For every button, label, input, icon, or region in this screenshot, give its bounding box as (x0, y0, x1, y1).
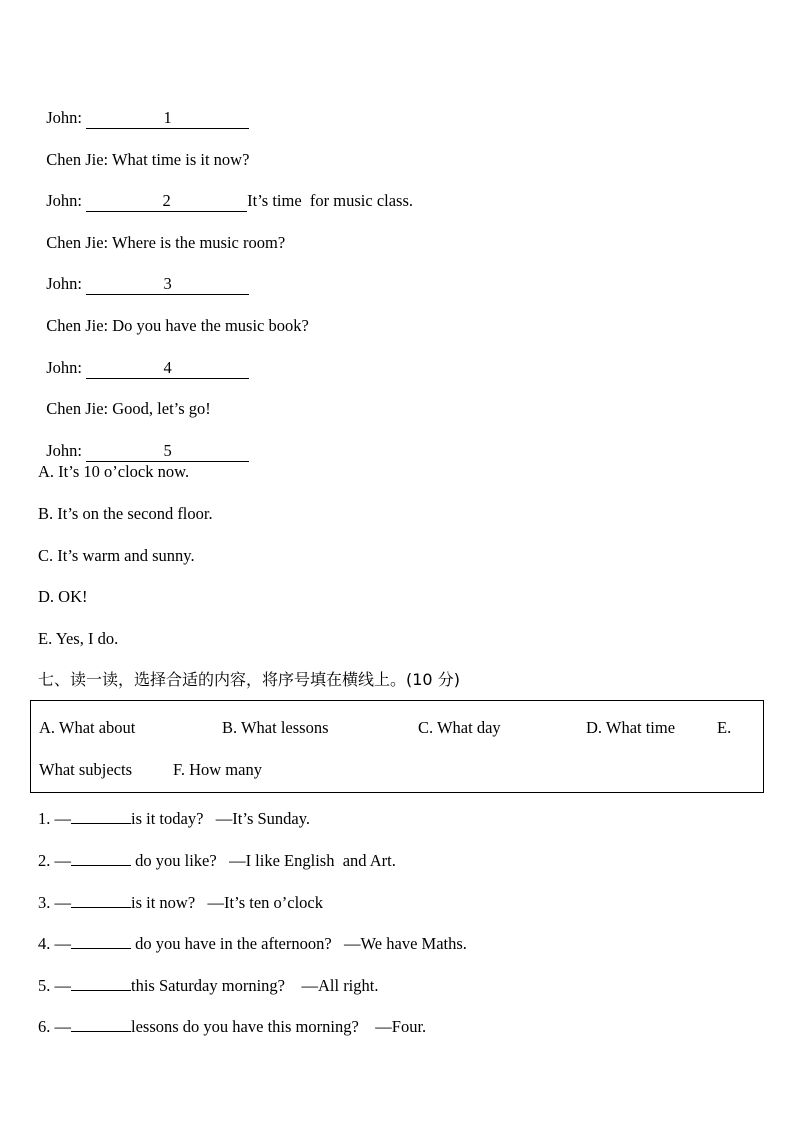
speaker-label: John: (46, 191, 83, 210)
answer-blank-1[interactable] (86, 108, 249, 129)
option-e-text: What subjects (39, 760, 133, 779)
answer-choice-a: A. It’s 10 o’clock now. (38, 462, 190, 481)
speaker-label: John: (46, 358, 83, 377)
question-number: 4. — (38, 934, 71, 953)
question-number: 2. — (38, 851, 71, 870)
dialogue-line-6 (38, 296, 309, 336)
answer-blank-5[interactable] (86, 441, 249, 462)
dialogue-line-2 (38, 130, 249, 170)
answer-choice-b: B. It’s on the second floor. (38, 504, 213, 523)
answer-blank-3[interactable] (86, 274, 249, 295)
blank-number: 3 (163, 274, 172, 293)
speaker-label: Chen Jie: (46, 150, 109, 169)
option-a: A. What about (39, 718, 136, 737)
blank-number: 1 (163, 108, 172, 127)
dialogue-line-7 (38, 338, 249, 379)
question-3 (38, 891, 323, 913)
answer-blank-2[interactable] (86, 191, 247, 212)
question-6 (38, 1015, 426, 1037)
question-blank[interactable] (71, 891, 131, 908)
dialogue-line-5 (38, 254, 249, 295)
speaker-label: John: (46, 108, 83, 127)
answer-choice-e: E. Yes, I do. (38, 629, 119, 648)
question-1 (38, 807, 310, 829)
question-blank[interactable] (71, 932, 131, 949)
question-2 (38, 849, 396, 871)
question-4 (38, 932, 467, 954)
speaker-label: Chen Jie: (46, 399, 109, 418)
question-blank[interactable] (71, 807, 131, 824)
question-text: lessons do you have this morning? —Four. (131, 1017, 427, 1036)
dialogue-line-9 (38, 421, 249, 462)
dialogue-line-8 (38, 379, 211, 419)
blank-number: 5 (163, 441, 172, 460)
option-e-letter: E. (717, 718, 732, 737)
answer-blank-4[interactable] (86, 358, 249, 379)
option-c: C. What day (418, 718, 501, 737)
speaker-label: John: (46, 274, 83, 293)
question-5 (38, 974, 378, 996)
option-d: D. What time (586, 718, 676, 737)
question-number: 6. — (38, 1017, 71, 1036)
dialogue-text: What time is it now? (111, 150, 250, 169)
answer-choice-d: D. OK! (38, 587, 88, 606)
question-number: 5. — (38, 976, 71, 995)
blank-number: 4 (163, 358, 172, 377)
dialogue-text: Do you have the music book? (112, 316, 309, 335)
question-number: 3. — (38, 893, 71, 912)
question-blank[interactable] (71, 974, 131, 991)
question-blank[interactable] (71, 1015, 131, 1032)
dialogue-text: It’s time for music class. (247, 191, 414, 210)
question-text: this Saturday morning? —All right. (131, 976, 379, 995)
speaker-label: John: (46, 441, 83, 460)
answer-choice-c: C. It’s warm and sunny. (38, 546, 195, 565)
question-text: do you like? —I like English and Art. (131, 851, 396, 870)
blank-number: 2 (162, 191, 171, 210)
question-blank[interactable] (71, 849, 131, 866)
option-b: B. What lessons (222, 718, 329, 737)
question-text: do you have in the afternoon? —We have Maths. (131, 934, 467, 953)
option-f: F. How many (173, 760, 262, 779)
dialogue-line-3 (38, 171, 413, 212)
dialogue-text: Good, let’s go! (112, 399, 211, 418)
question-text: is it now? —It’s ten o’clock (131, 893, 324, 912)
section-heading: 七、读一读，选择合适的内容，将序号填在横线上。(10 分) (38, 670, 460, 689)
options-box (30, 700, 764, 793)
question-text: is it today? —It’s Sunday. (131, 809, 311, 828)
speaker-label: Chen Jie: (46, 233, 109, 252)
question-number: 1. — (38, 809, 71, 828)
dialogue-line-1 (38, 88, 249, 129)
dialogue-line-4 (38, 213, 285, 253)
dialogue-text: Where is the music room? (111, 233, 286, 252)
speaker-label: Chen Jie: (46, 316, 109, 335)
